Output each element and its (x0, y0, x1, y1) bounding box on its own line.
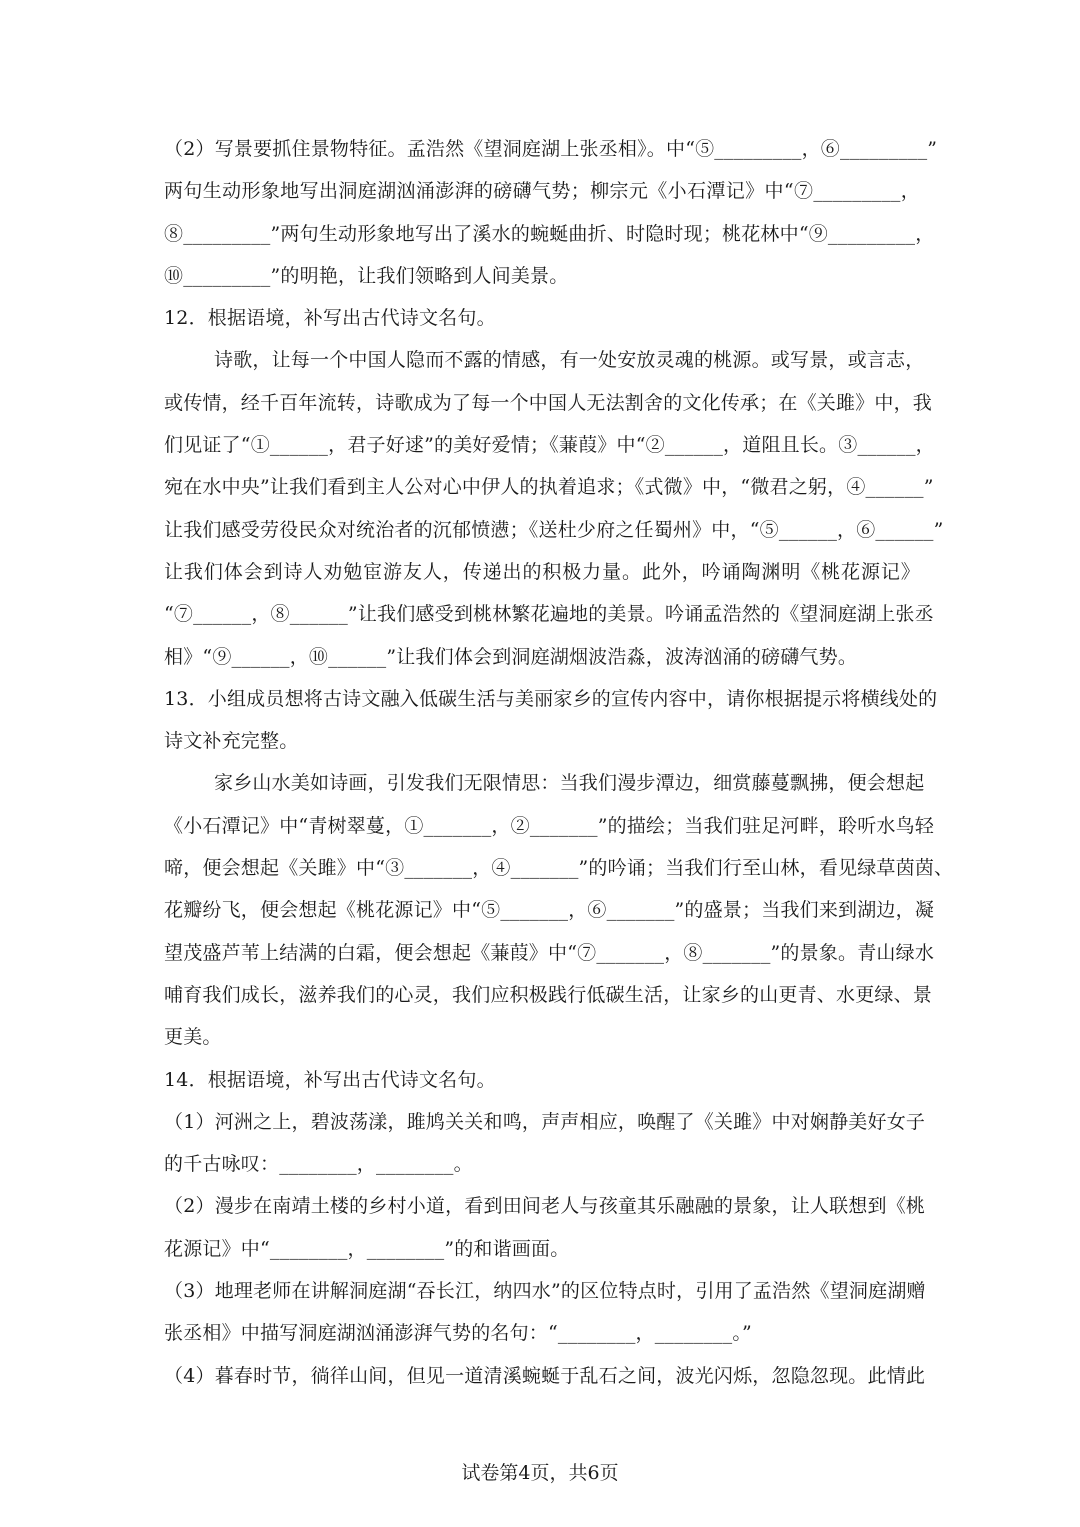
text-line: 让我们体会到诗人劝勉宦游友人，传递出的积极力量。此外，吟诵陶渊明《桃花源记》 (164, 560, 920, 583)
text-line: 更美。 (164, 1026, 222, 1049)
text-line: 《小石潭记》中“青树翠蔓，①_______，②_______”的描绘；当我们驻足河畔，聆听水鸟轻 (164, 814, 935, 837)
text-line: 花源记》中“________，________”的和谐画面。 (164, 1237, 570, 1260)
text-line: 望茂盛芦苇上结满的白霜，便会想起《蒹葭》中“⑦_______，⑧_______”的景象。青山绿水 (164, 941, 935, 964)
text-line: （2）漫步在南靖土楼的乡村小道，看到田间老人与孩童其乐融融的景象，让人联想到《桃 (164, 1195, 926, 1218)
text-line: “⑦______，⑧______”让我们感受到桃林繁花遍地的美景。吟诵孟浩然的《望洞庭湖上张丞 (164, 603, 934, 626)
text-line: 或传情，经千百年流转，诗歌成为了每一个中国人无法割舍的文化传承；在《关雎》中，我 (164, 391, 933, 414)
text-line: 宛在水中央”让我们看到主人公对心中伊人的执着追求；《式微》中，“微君之躬，④______” (164, 476, 934, 499)
text-line: 诗歌，让每一个中国人隐而不露的情感，有一处安放灵魂的桃源。或写景，或言志， (214, 349, 925, 372)
text-line: （1）河洲之上，碧波荡漾，雎鸠关关和鸣，声声相应，唤醒了《关雎》中对娴静美好女子 (164, 1110, 926, 1133)
text-line: 让我们感受劳役民众对统治者的沉郁愤懑；《送杜少府之任蜀州》中，“⑤______，⑥______” (164, 518, 944, 541)
text-line: 家乡山水美如诗画，引发我们无限情思：当我们漫步潭边，细赏藤蔓飘拂，便会想起 (214, 772, 925, 795)
text-line: （3）地理老师在讲解洞庭湖“吞长江，纳四水”的区位特点时，引用了孟浩然《望洞庭湖赠 (164, 1280, 926, 1303)
text-line: 诗文补充完整。 (164, 730, 299, 753)
text-line: 张丞相》中描写洞庭湖汹涌澎湃气势的名句：“________，________。” (164, 1322, 752, 1345)
question-heading-13: 13．小组成员想将古诗文融入低碳生活与美丽家乡的宣传内容中，请你根据提示将横线处的 (164, 687, 938, 710)
text-line: 啼，便会想起《关雎》中“③_______，④_______”的吟诵；当我们行至山林，看见绿草茵茵、 (164, 857, 954, 880)
text-line: 花瓣纷飞，便会想起《桃花源记》中“⑤_______，⑥_______”的盛景；当我们来到湖边，凝 (164, 899, 935, 922)
text-line: 哺育我们成长，滋养我们的心灵，我们应积极践行低碳生活，让家乡的山更青、水更绿、景 (164, 983, 933, 1006)
text-line: ⑩_________”的明艳，让我们领略到人间美景。 (164, 264, 569, 287)
page-footer: 试卷第4页，共6页 (461, 1462, 619, 1484)
text-line: 的千古咏叹：________，________。 (164, 1153, 473, 1176)
text-line: （4）暮春时节，徜徉山间，但见一道清溪蜿蜒于乱石之间，波光闪烁，忽隐忽现。此情此 (164, 1364, 926, 1387)
text-line: ⑧_________”两句生动形象地写出了溪水的蜿蜒曲折、时隐时现；桃花林中“⑨_________， (164, 222, 935, 245)
text-line: 相》“⑨______，⑩______”让我们体会到洞庭湖烟波浩淼，波涛汹涌的磅礴气势。 (164, 645, 858, 668)
text-line: 们见证了“①______，君子好逑”的美好爱情；《蒹葭》中“②______，道阻且长。③______， (164, 434, 935, 457)
text-line: 两句生动形象地写出洞庭湖汹涌澎湃的磅礴气势；柳宗元《小石潭记》中“⑦_________， (164, 180, 920, 203)
question-heading-14: 14．根据语境，补写出古代诗文名句。 (164, 1068, 496, 1091)
document-body (164, 128, 954, 1397)
text-line: （2）写景要抓住景物特征。孟浩然《望洞庭湖上张丞相》。中“⑤_________，⑥_________” (164, 138, 938, 160)
question-heading-12: 12．根据语境，补写出古代诗文名句。 (164, 307, 496, 330)
